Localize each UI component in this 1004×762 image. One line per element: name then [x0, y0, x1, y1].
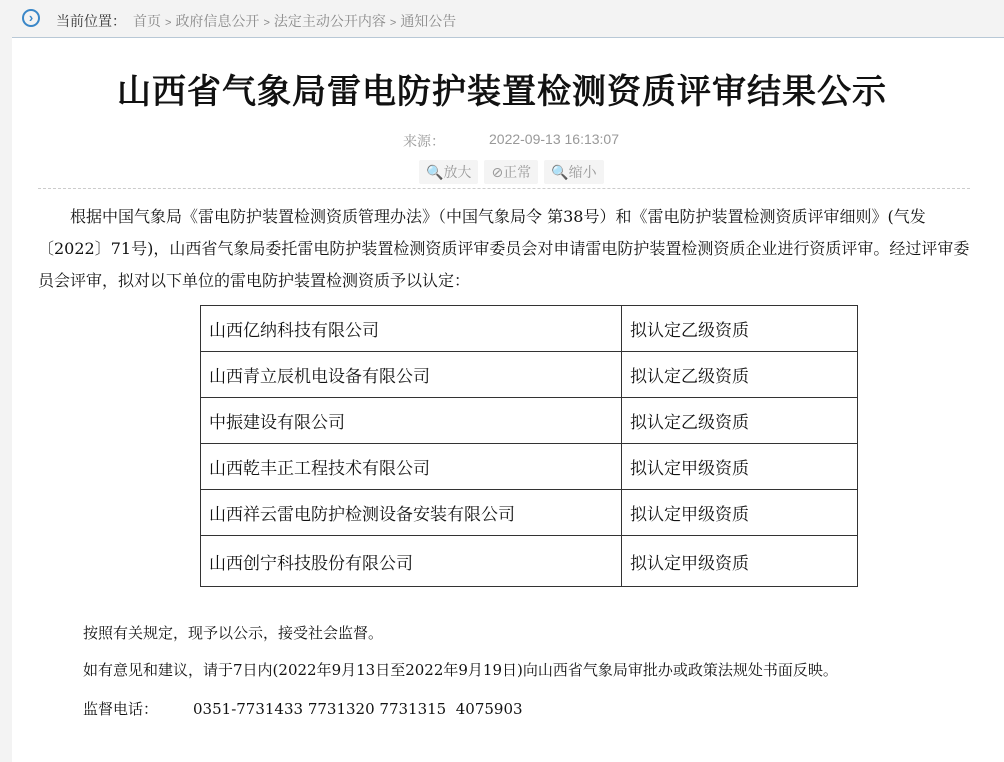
breadcrumb-separator: >	[389, 17, 397, 29]
shrink-label: 缩小	[568, 164, 597, 180]
breadcrumb-bar	[0, 0, 1004, 38]
company-cell: 山西乾丰正工程技术有限公司	[201, 444, 622, 490]
breadcrumb-notices[interactable]: 通知公告	[400, 13, 457, 29]
table-row	[201, 490, 858, 536]
company-cell: 山西亿纳科技有限公司	[201, 306, 622, 352]
breadcrumb-separator: >	[165, 17, 172, 29]
breadcrumb-statutory[interactable]: 法定主动公开内容	[273, 13, 386, 29]
chevron-right-circle-icon: ›	[22, 9, 40, 27]
result-cell: 拟认定乙级资质	[622, 398, 858, 444]
check-circle-icon: ⊘	[491, 164, 504, 180]
enlarge-label: 放大	[443, 164, 472, 180]
table-row	[201, 536, 858, 587]
company-cell: 山西创宁科技股份有限公司	[201, 536, 622, 587]
publish-datetime: 2022-09-13 16:13:07	[489, 131, 619, 147]
phone-line	[83, 698, 523, 719]
results-table	[200, 305, 858, 587]
company-cell: 山西青立辰机电设备有限公司	[201, 352, 622, 398]
breadcrumb-separator: >	[263, 17, 270, 29]
breadcrumb-home[interactable]: 首页	[133, 13, 161, 29]
normal-label: 正常	[503, 164, 532, 180]
shrink-button[interactable]	[544, 160, 603, 184]
table-row	[201, 444, 858, 490]
result-cell: 拟认定甲级资质	[622, 490, 858, 536]
phone-numbers: 0351-7731433 7731320 7731315 4075903	[193, 700, 523, 718]
divider	[38, 188, 970, 189]
result-cell: 拟认定甲级资质	[622, 536, 858, 587]
source-label: 来源：	[403, 133, 445, 149]
feedback-text: 如有意见和建议，请于7日内(2022年9月13日至2022年9月19日)向山西省气象局审批办或政策法规处书面反映。	[83, 661, 838, 679]
notice-text: 按照有关规定，现予以公示，接受社会监督。	[83, 624, 384, 642]
page-title: 山西省气象局雷电防护装置检测资质评审结果公示	[117, 72, 887, 112]
intro-paragraph: 根据中国气象局《雷电防护装置检测资质管理办法》（中国气象局令 第38号）和《雷电防护装置检测资质评审细则》(气发〔2022〕71号)，山西省气象局委托雷电防护装置检测资质评审委员会对申请雷电防护装置检测资质企业进行资质评审。经过评审委员会评审，拟对以下单位的雷电防护装置检测资质予以认定：	[38, 207, 970, 290]
normal-size-button[interactable]	[484, 160, 538, 184]
company-cell: 山西祥云雷电防护检测设备安装有限公司	[201, 490, 622, 536]
zoom-in-icon: 🔍	[426, 164, 444, 180]
zoom-out-icon: 🔍	[551, 164, 569, 180]
font-size-controls	[419, 160, 604, 184]
enlarge-button[interactable]	[419, 160, 478, 184]
phone-label: 监督电话：	[83, 700, 159, 718]
breadcrumb-label: 当前位置：	[56, 13, 126, 29]
result-cell: 拟认定甲级资质	[622, 444, 858, 490]
table-row	[201, 306, 858, 352]
breadcrumb-gov-info[interactable]: 政府信息公开	[175, 13, 260, 29]
company-cell: 中振建设有限公司	[201, 398, 622, 444]
table-row	[201, 398, 858, 444]
result-cell: 拟认定乙级资质	[622, 352, 858, 398]
result-cell: 拟认定乙级资质	[622, 306, 858, 352]
breadcrumb	[133, 11, 456, 31]
table-row	[201, 352, 858, 398]
